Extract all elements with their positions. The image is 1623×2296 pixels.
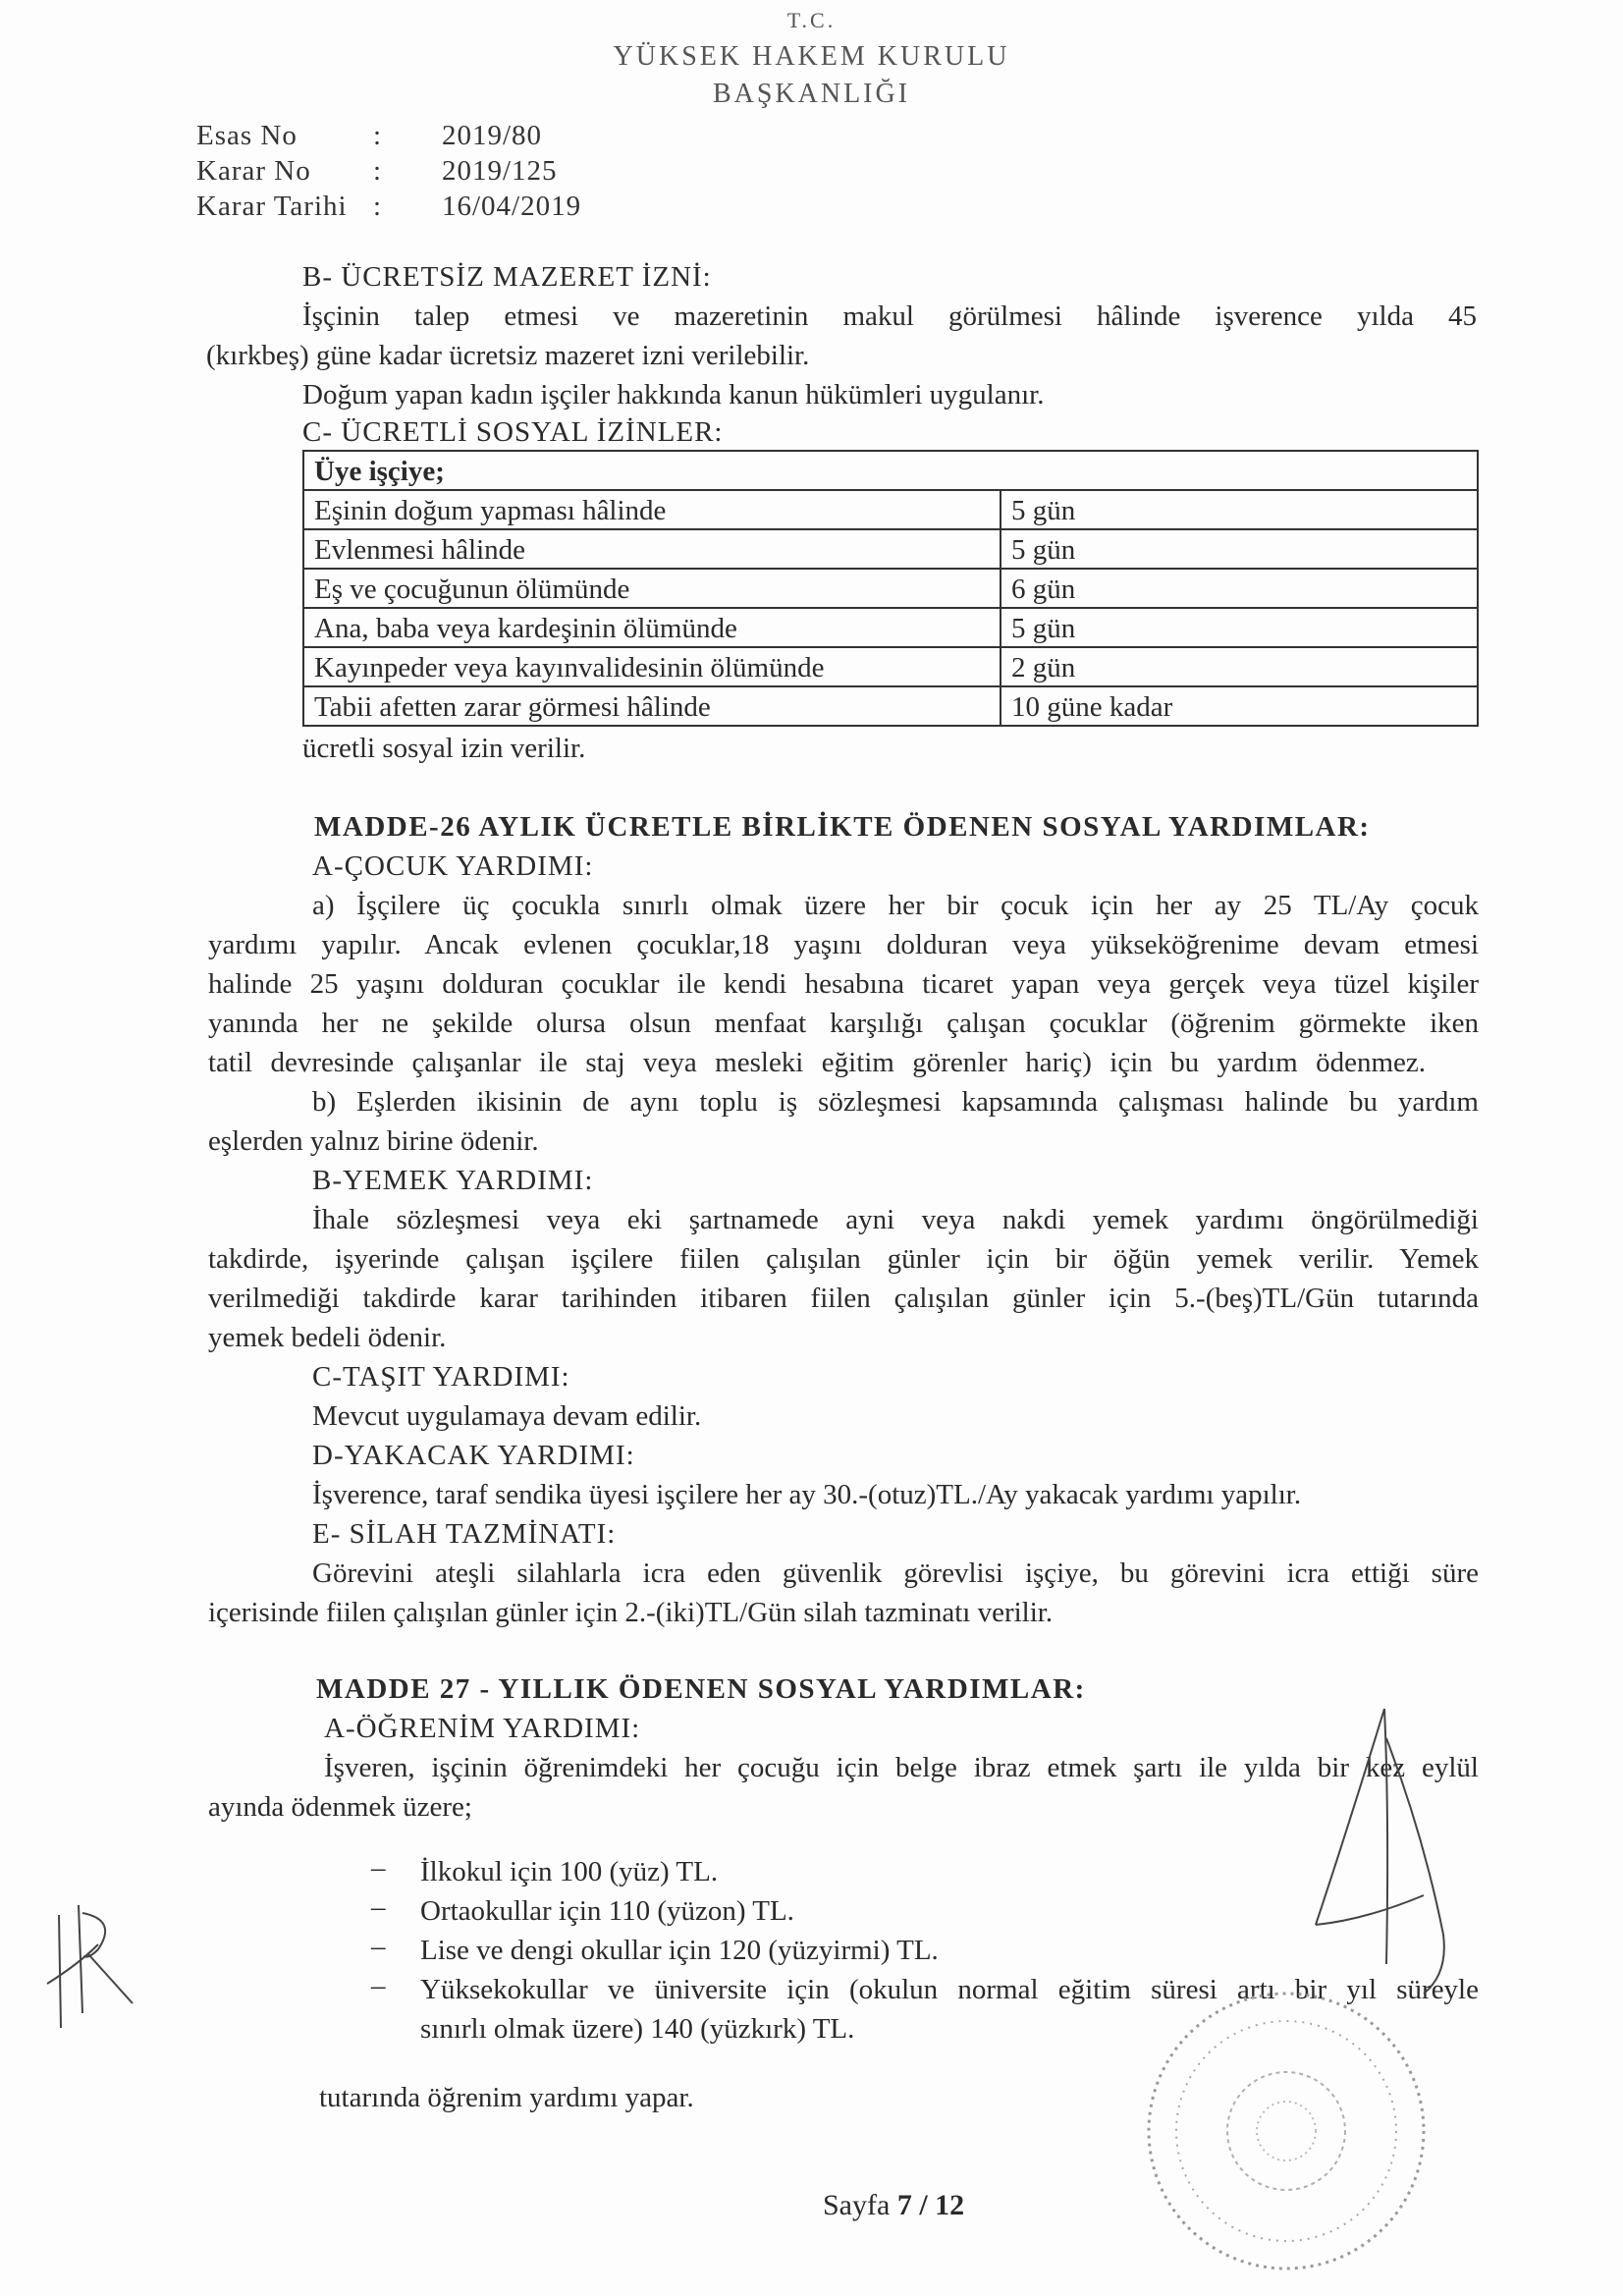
yemek-title: B-YEMEK YARDIMI: (312, 1165, 594, 1196)
madde-27-a-title: A-ÖĞRENİM YARDIMI: (324, 1713, 641, 1744)
table-row (303, 569, 1478, 608)
bullet-ortaokul: Ortaokullar için 110 (yüzon) TL. (420, 1895, 794, 1927)
table-cell-label: Evlenmesi hâlinde (303, 529, 1001, 569)
meta-esas-no: Esas No : 2019/80 (196, 120, 543, 151)
ogrenim-closing: tutarında öğrenim yardımı yapar. (319, 2082, 694, 2113)
section-b-title: B- ÜCRETSİZ MAZERET İZNİ: (302, 261, 712, 293)
madde-26-a-title: A-ÇOCUK YARDIMI: (312, 850, 594, 882)
table-row (303, 490, 1478, 529)
bullet-yuksekokul-line1: Yüksekokullar ve üniversite için (okulun normal eğitim süresi artı bir yıl süreyle (420, 1974, 1479, 2005)
yakacak-text: İşverence, taraf sendika üyesi işçilere her ay 30.-(otuz)TL./Ay yakacak yardımı yapılır. (312, 1479, 1302, 1510)
table-cell-value: 2 gün (1001, 647, 1478, 686)
table-header-row (303, 451, 1478, 490)
silah-line1: Görevini ateşli silahlarla icra eden güvenlik görevlisi işçiye, bu görevini icra ettiği süre (312, 1558, 1479, 1589)
section-b-p1-line2: (kırkbeş) güne kadar ücretsiz mazeret izni verilebilir. (206, 340, 810, 371)
madde-26-a-line4: yanında her ne şekilde olursa olsun menfaat karşılığı çalışan çocuklar (öğrenim görmekte iken (208, 1008, 1479, 1039)
table-cell-value: 10 güne kadar (1001, 686, 1478, 726)
yemek-line3: verilmediği takdirde karar tarihinden itibaren fiilen çalışılan günler için 5.-(beş)TL/Gün tutarında (208, 1283, 1479, 1314)
table-row (303, 686, 1478, 726)
bullet-dash: – (371, 1931, 386, 1962)
silah-title: E- SİLAH TAZMİNATI: (312, 1518, 617, 1550)
ogrenim-intro-line1: İşveren, işçinin öğrenimdeki her çocuğu için belge ibraz etmek şartı ile yılda bir kez eylül (324, 1752, 1479, 1783)
madde-26-a-line1: a) İşçilere üç çocukla sınırlı olmak üzere her bir çocuk için her ay 25 TL/Ay çocuk (312, 890, 1479, 921)
madde-26-a-line5: tatil devresinde çalışanlar ile staj veya mesleki eğitim görenler hariç) için bu yardım ödenmez. (208, 1047, 1426, 1078)
madde-26-b-line2: eşlerden yalnız birine ödenir. (208, 1125, 539, 1157)
table-cell-value: 5 gün (1001, 529, 1478, 569)
tasit-title: C-TAŞIT YARDIMI: (312, 1361, 570, 1393)
meta-karar-tarihi: Karar Tarihi : 16/04/2019 (196, 191, 582, 222)
table-cell-label: Eş ve çocuğunun ölümünde (303, 569, 1001, 608)
page-number: Sayfa 7 / 12 (823, 2189, 965, 2221)
table-header: Üye işçiye; (303, 451, 1478, 490)
handwritten-initials (39, 1895, 147, 2043)
bullet-yuksekokul-line2: sınırlı olmak üzere) 140 (yüzkırk) TL. (420, 2013, 855, 2045)
header-tc: T.C. (786, 8, 837, 32)
header-institution: YÜKSEK HAKEM KURULU (613, 41, 1010, 72)
header-presidency: BAŞKANLIĞI (712, 79, 911, 109)
yemek-line4: yemek bedeli ödenir. (208, 1322, 447, 1353)
yemek-line1: İhale sözleşmesi veya eki şartnamede ayni veya nakdi yemek yardımı öngörülmediği (312, 1204, 1479, 1235)
table-cell-label: Tabii afetten zarar görmesi hâlinde (303, 686, 1001, 726)
paid-leave-table (302, 450, 1479, 727)
section-c-after-table: ücretli sosyal izin verilir. (302, 733, 586, 764)
official-seal (1129, 1974, 1443, 2288)
table-cell-label: Ana, baba veya kardeşinin ölümünde (303, 608, 1001, 647)
bullet-lise: Lise ve dengi okullar için 120 (yüzyirmi) TL. (420, 1935, 939, 1966)
madde-27-title: MADDE 27 - YILLIK ÖDENEN SOSYAL YARDIMLAR: (316, 1673, 1086, 1705)
yakacak-title: D-YAKACAK YARDIMI: (312, 1440, 635, 1471)
table-cell-value: 5 gün (1001, 608, 1478, 647)
bullet-ilkokul: İlkokul için 100 (yüz) TL. (420, 1856, 719, 1887)
yemek-line2: takdirde, işyerinde çalışan işçilere fiilen çalışılan günler için bir öğün yemek verilir. Yemek (208, 1243, 1479, 1275)
bullet-dash: – (371, 1970, 386, 2001)
madde-26-title: MADDE-26 AYLIK ÜCRETLE BİRLİKTE ÖDENEN SOSYAL YARDIMLAR: (314, 811, 1371, 843)
madde-26-a-line2: yardımı yapılır. Ancak evlenen çocuklar,18 yaşını dolduran veya yükseköğrenime devam etmesi (208, 929, 1479, 960)
bullet-dash: – (371, 1891, 386, 1923)
section-b-p2: Doğum yapan kadın işçiler hakkında kanun hükümleri uygulanır. (302, 379, 1045, 410)
meta-karar-no: Karar No : 2019/125 (196, 155, 558, 187)
madde-26-b-line1: b) Eşlerden ikisinin de aynı toplu iş sözleşmesi kapsamında çalışması halinde bu yardım (312, 1086, 1479, 1118)
table-row (303, 608, 1478, 647)
tasit-text: Mevcut uygulamaya devam edilir. (312, 1400, 702, 1432)
table-row (303, 647, 1478, 686)
table-cell-label: Eşinin doğum yapması hâlinde (303, 490, 1001, 529)
madde-26-a-line3: halinde 25 yaşını dolduran çocuklar ile kendi hesabına ticaret yapan veya gerçek veya tüzel kişiler (208, 968, 1479, 1000)
ogrenim-intro-line2: ayında ödenmek üzere; (208, 1791, 472, 1823)
table-cell-value: 6 gün (1001, 569, 1478, 608)
table-row (303, 529, 1478, 569)
table-cell-label: Kayınpeder veya kayınvalidesinin ölümünde (303, 647, 1001, 686)
section-c-title: C- ÜCRETLİ SOSYAL İZİNLER: (302, 416, 724, 448)
section-b-p1-line1: İşçinin talep etmesi ve mazeretinin makul görülmesi hâlinde işverence yılda 45 (302, 301, 1477, 332)
bullet-dash: – (371, 1852, 386, 1884)
silah-line2: içerisinde fiilen çalışılan günler için 2.-(iki)TL/Gün silah tazminatı verilir. (208, 1597, 1054, 1628)
table-cell-value: 5 gün (1001, 490, 1478, 529)
